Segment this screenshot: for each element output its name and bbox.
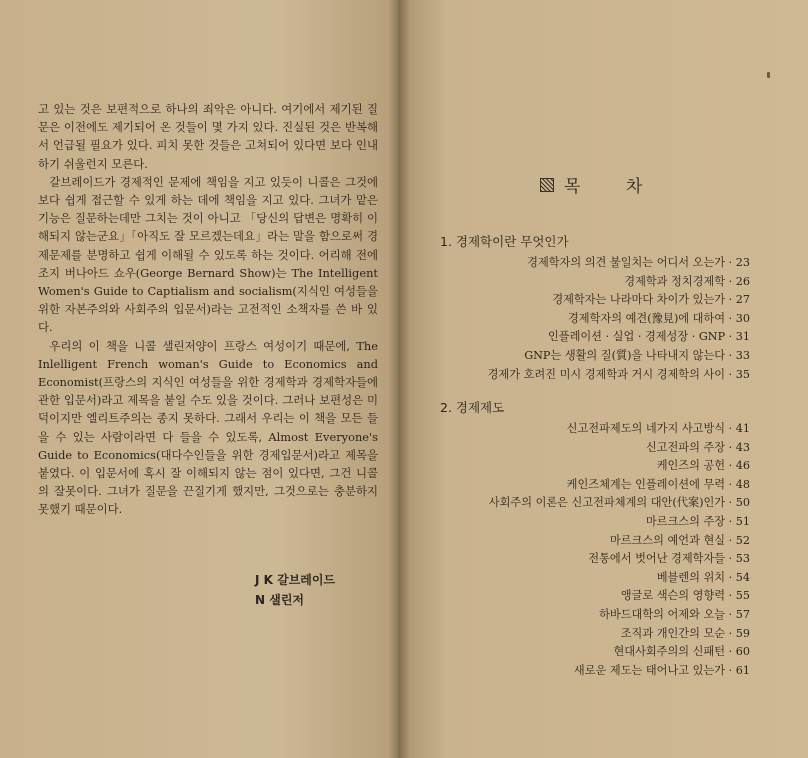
toc-entry: 전통에서 벗어난 경제학자들 · 53 [588, 552, 750, 566]
toc-entry: 신고전파의 주장 · 43 [645, 440, 750, 454]
author-name: J K 갈브레이드 [255, 573, 336, 587]
paper-mark [767, 72, 770, 78]
preface-text [38, 100, 378, 519]
toc-entry: 신고전파제도의 네가지 사고방식 · 41 [566, 422, 750, 435]
toc-entry: 경제학자의 예견(豫見)에 대하여 · 30 [568, 311, 750, 325]
toc-entry: 인플레이션 · 실업 · 경제성장 · GNP · 31 [547, 330, 750, 344]
toc-entry: 하바드대학의 어제와 오늘 · 57 [599, 607, 750, 621]
book-gutter [388, 0, 410, 758]
paragraph: 갈브레이드가 경제적인 문제에 책임을 지고 있듯이 니콜은 그것에 보다 쉽게 접근할 수 있게 하는 데에 책임을 지고 있다. 그녀가 맡은 기능은 질문하는데만 그치는 것이 아니고 「당신의 답변은 명확히 이해되지 않는군요」「아직도 잘 모르겠는데요」라는 말을 함으로써 경제문제를 분명하고 쉽게 이해될 수 있도록 하는 것이다. 어리해 전에 조지 버나아드 쇼우(George Bernard Show)는 The Intelligent Women's Guide to Captialism and socialism(지식인 여성들을 위한 자본주의와 사회주의 입문서)라는 고전적인 소책자를 쓴 바 있다. [38, 174, 378, 335]
paragraph: 우리의 이 책을 니콜 샐린저양이 프랑스 여성이기 때문에, The Inlelligent French woman's Guide to Economics and Economist(프랑스의 지식인 여성들을 위한 경제학과 경제학자들에 관한 입문서)라고 제목을 붙일 수도 있을 것이다. 그러나 보편성은 미덕이지만 엘리트주의는 종지 못하다. 그래서 우리는 이 책을 모든 들을 수 있는 사람이라면 다 들을 수 있도록, Almost Everyone's Guide to Economics(대다수인들을 위한 경제입문서)라고 제목을 붙였다. 이 입문서에 혹시 잘 이해되지 않는 점이 있다면, 그건 니콜의 잘못이다. 그녀가 질문을 끈질기게 했지만, 그것으로는 충분하지 못했기 때문이다. [38, 338, 378, 517]
toc-list-section-2 [489, 420, 750, 680]
square-bullet-icon [540, 178, 554, 192]
toc-entry: 케인즈체계는 인플레이션에 무력 · 48 [566, 477, 750, 491]
toc-entry: 마르크스의 예언과 현실 · 52 [609, 533, 750, 547]
toc-entry: 경제학자의 의견 불일치는 어디서 오는가 · 23 [527, 256, 750, 269]
toc-entry: 경제학과 정치경제학 · 26 [624, 274, 750, 288]
toc-entry: 사회주의 이론은 신고전파체계의 대안(代案)인가 · 50 [488, 496, 750, 510]
section-heading: 1. 경제학이란 무엇인가 [440, 234, 569, 249]
toc-entry: 경제학자는 나라마다 차이가 있는가 · 27 [552, 293, 750, 307]
toc-heading [540, 172, 662, 197]
toc-entry: GNP는 생활의 질(質)을 나타내지 않는다 · 33 [524, 348, 750, 362]
toc-entry: 마르크스의 주장 · 51 [645, 514, 750, 528]
toc-entry: 현대사회주의의 신패턴 · 60 [613, 645, 750, 659]
toc-entry: 새로운 제도는 태어나고 있는가 · 61 [573, 663, 750, 677]
toc-list-section-1 [488, 254, 750, 384]
toc-entry: 앵글로 색슨의 영향력 · 55 [620, 589, 750, 603]
toc-entry: 베블렌의 위치 · 54 [656, 570, 750, 584]
author-name: N 샐린저 [255, 593, 304, 607]
left-page [0, 0, 398, 758]
toc-entry: 케인즈의 공헌 · 46 [656, 459, 750, 473]
toc-entry: 조직과 개인간의 모순 · 59 [620, 626, 750, 640]
signature-block [255, 570, 335, 610]
toc-entry: 경제가 호려진 미시 경제학과 거시 경제학의 사이 · 35 [487, 367, 750, 381]
section-heading: 2. 경제제도 [440, 400, 505, 415]
paragraph: 고 있는 것은 보편적으로 하나의 죄악은 아니다. 여기에서 제기된 질문은 이전에도 제기되어 온 것들이 몇 가지 있다. 진실된 것은 반복해서 언급될 필요가 있다. 피치 못한 것들은 고쳐되어 있다면 보다 인내하기 쉬울런지 모른다. [38, 102, 378, 171]
toc-title: 목 차 [564, 177, 663, 197]
